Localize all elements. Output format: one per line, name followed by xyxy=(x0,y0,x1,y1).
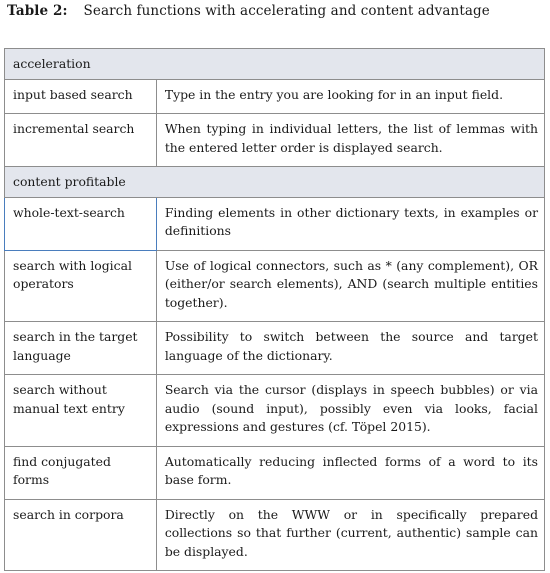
function-description: Directly on the WWW or in specifically prepared collections so that further (current, authentic) sample can be displayed. xyxy=(156,499,544,571)
function-description: Finding elements in other dictionary texts, in examples or definitions xyxy=(156,197,544,250)
function-term: search without manual text entry xyxy=(5,375,157,447)
table-title: Search functions with accelerating and content advantage xyxy=(83,3,490,19)
section-row-content-profitable xyxy=(5,167,545,198)
function-term: search with logical operators xyxy=(5,250,157,322)
table-row xyxy=(5,446,545,499)
table-caption xyxy=(7,3,490,19)
section-heading: content profitable xyxy=(5,167,545,198)
function-term: input based search xyxy=(5,79,157,114)
table-row xyxy=(5,79,545,114)
function-description: Automatically reducing inflected forms of a word to its base form. xyxy=(156,446,544,499)
table-row xyxy=(5,114,545,167)
function-term: search in corpora xyxy=(5,499,157,571)
table-row xyxy=(5,375,545,447)
section-heading: acceleration xyxy=(5,49,545,80)
table-row xyxy=(5,322,545,375)
function-term: search in the target language xyxy=(5,322,157,375)
function-description: When typing in individual letters, the list of lemmas with the entered letter order is displayed search. xyxy=(156,114,544,167)
function-term: incremental search xyxy=(5,114,157,167)
search-functions-table xyxy=(4,48,545,571)
section-row-acceleration xyxy=(5,49,545,80)
function-description: Type in the entry you are looking for in an input field. xyxy=(156,79,544,114)
table-number: Table 2: xyxy=(7,3,68,19)
table-row xyxy=(5,499,545,571)
function-term: find conjugated forms xyxy=(5,446,157,499)
table-row xyxy=(5,250,545,322)
function-description: Possibility to switch between the source and target language of the dictionary. xyxy=(156,322,544,375)
function-description: Use of logical connectors, such as * (any complement), OR (either/or search elements), AND (search multiple entities together). xyxy=(156,250,544,322)
function-description: Search via the cursor (displays in speech bubbles) or via audio (sound input), possibly even via looks, facial expressions and gestures (cf. Töpel 2015). xyxy=(156,375,544,447)
table-row xyxy=(5,197,545,250)
function-term: whole-text-search xyxy=(5,197,157,250)
